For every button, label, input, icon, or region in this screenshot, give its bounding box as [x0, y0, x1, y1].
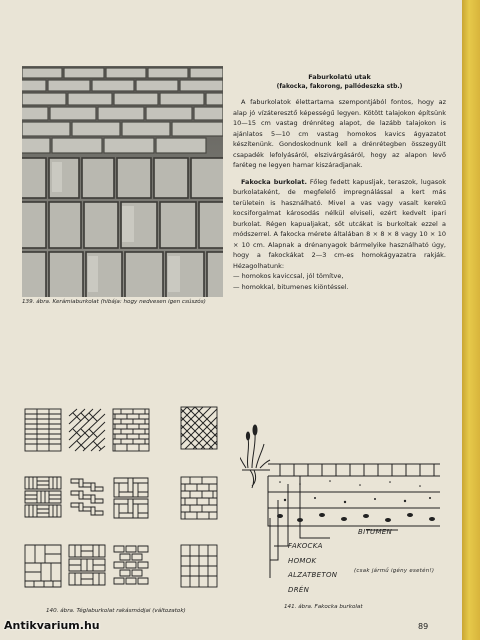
label-note: (csak jármű igény esetén!) [354, 568, 435, 574]
paragraph-2 [233, 177, 446, 272]
label-bitumen: BITUMEN [358, 528, 393, 536]
paragraph-1: A faburkolatok élettartama szempontjából fontos, hogy az alap jó vízáteresztő képességű legyen. Kötött talajokon építsünk 10—15 cm vastag drénréteg alapot, de lazább talajokon is ajánlatos 5—10 cm vastag homokos kavics ágyazatot készítenünk. Gondoskodnunk kell a drénrétegben összegyűlt csapadék lefolyásáról, elszivárgásáról, hogy az alapon levő faréteg ne legyen hamar kiszáradjanak. [233, 98, 446, 169]
pattern-pinwheel-icon [112, 476, 150, 520]
label-homok: HOMOK [288, 557, 317, 565]
pattern-basketweave-icon [24, 476, 62, 520]
paragraph-2-body: Főleg fedett kapusljak, teraszok, lugasok burkolataként, de megfelelő impregnálással a kert más területein is használható. Mivel a vas vagy vasalt kerekű kocsiforgalmat károsodás nélkül elviseli, ezért kedvelt ipari burkolat. Régen kapualjakat, sőt utcákat is burkoltak ezzel a módszerrel. A fakocka mérete általában 8 × 8 × 8 vagy 10 × 10 × 10 cm. Alapnak a drénanyagok bármelyike használható úgy, hogy a fakockákat 2—3 cm-es homokágyazatra rakják. Hézagolhatunk: [233, 177, 446, 270]
pattern-herringbone-2-icon [68, 476, 106, 520]
pattern-diagonal-herringbone-icon [180, 406, 218, 450]
pattern-grid-icon [180, 544, 218, 588]
list-item-2: — homokkal, bitumenes kiöntéssel. [233, 282, 349, 291]
pattern-stack-vertical-icon [24, 544, 62, 588]
page-number: 89 [418, 622, 429, 631]
paving-photo [22, 66, 223, 297]
fig140-caption: 140. ábra. Téglaburkolat rakásmódjai (változatok) [46, 608, 186, 614]
pattern-herringbone-icon [68, 408, 106, 452]
section-heading: Faburkolatú utak [308, 73, 371, 81]
paragraph-2-lead: Fakocka burkolat. [241, 177, 307, 186]
text-column [233, 73, 446, 292]
fig141-caption: 141. ábra. Fakocka burkolat [284, 604, 363, 610]
fig139-caption: 139. ábra. Kerámiaburkolat (hibája: hogy nedvesen igen csúszós) [22, 299, 206, 305]
pattern-basket-pairs-icon [68, 544, 106, 588]
list-item-1: — homokos kaviccsal, jól tömítve, [233, 272, 344, 280]
pattern-staggered-icon [112, 544, 150, 588]
pattern-stack-bond-icon [24, 408, 62, 452]
section-subheading: (fakocka, fakorong, pallódeszka stb.) [276, 83, 403, 90]
label-alzatbeton: ALZATBETON [288, 571, 338, 579]
watermark: Antikvarium.hu [4, 619, 100, 632]
pattern-running-bond-icon [112, 408, 150, 452]
pattern-mixed-bond-icon [180, 476, 218, 520]
book-cover-edge [462, 0, 480, 640]
brick-paving-image [22, 66, 223, 297]
label-fakocka: FAKOCKA [288, 542, 323, 550]
label-dren: DRÉN [288, 586, 310, 594]
